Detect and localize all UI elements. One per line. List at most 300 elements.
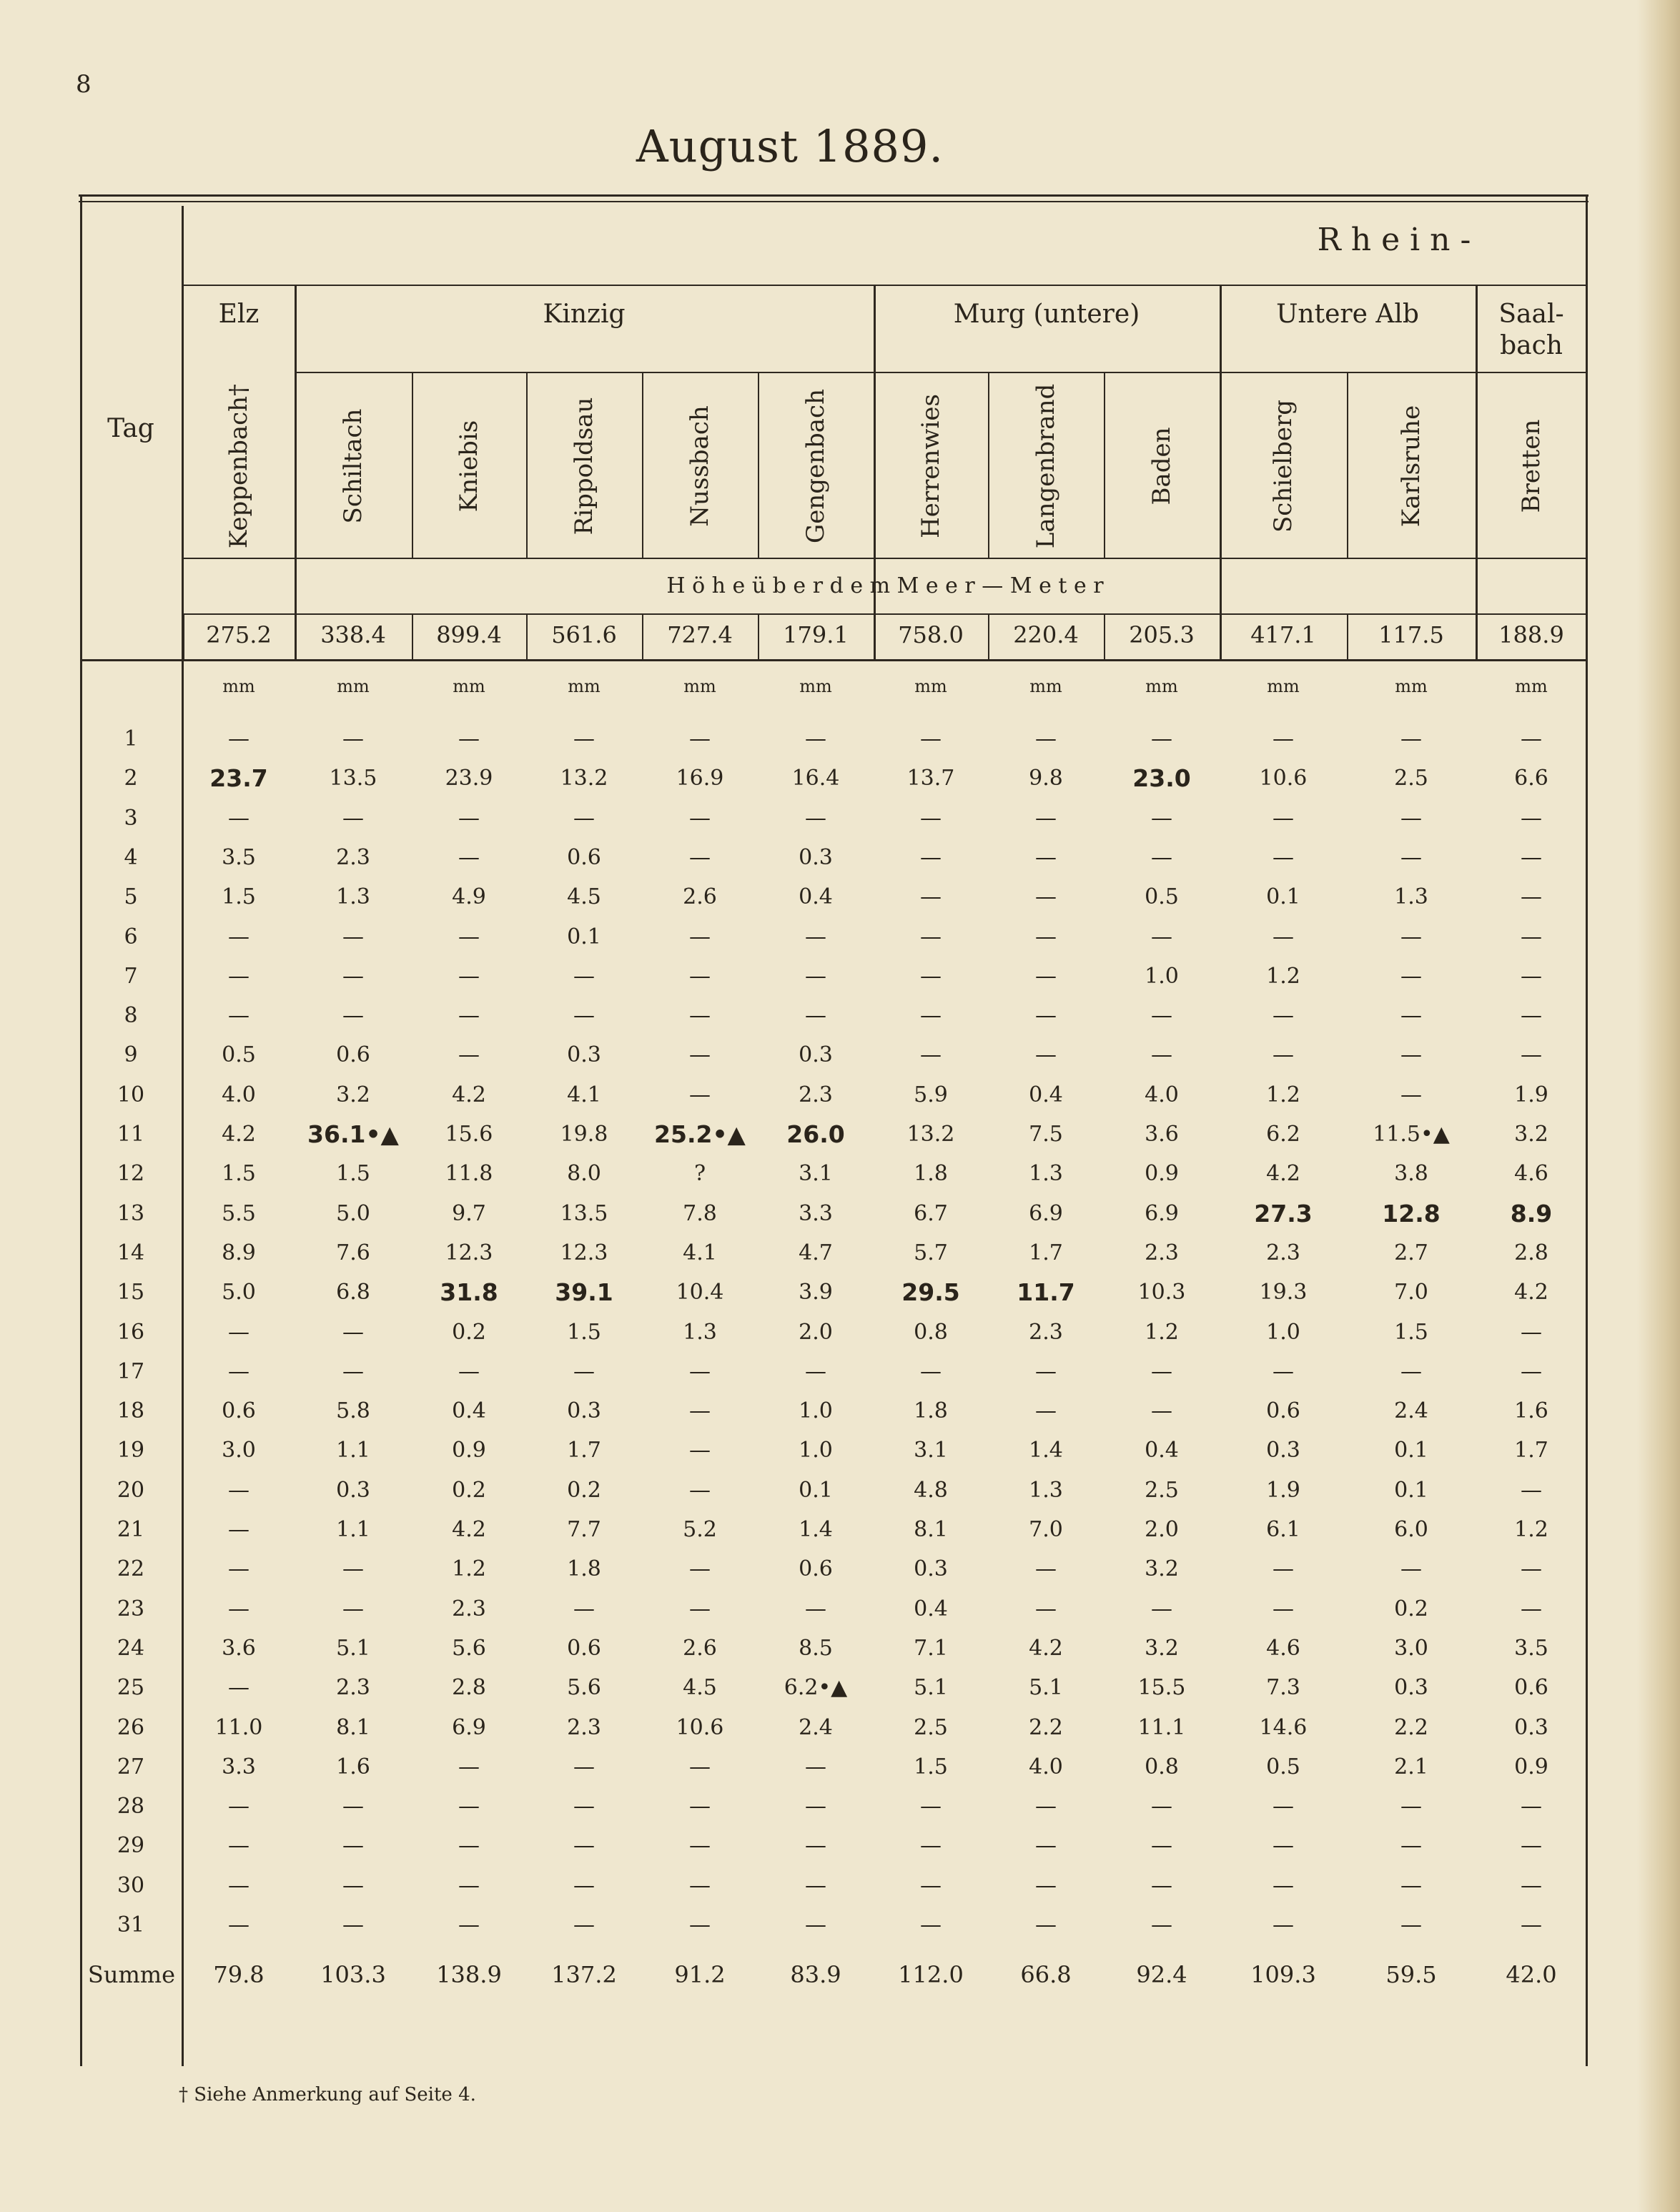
rainfall-cell: — [573,1754,595,1779]
elevation-caption: H ö h e ü b e r d e m M e e r — M e t e r [666,573,1104,598]
rainfall-cell: 1.0 [1145,963,1179,989]
day-number: 27 [117,1754,145,1779]
river-header: Elz [218,300,260,329]
unit-label: mm [337,676,370,696]
rainfall-cell: 2.3 [799,1082,833,1107]
rainfall-cell: — [228,726,249,751]
rainfall-cell: — [689,726,711,751]
rainfall-cell: — [1151,805,1172,831]
table-rule-h [183,558,1586,559]
rainfall-cell: — [1151,1833,1172,1859]
rainfall-cell: — [1521,1358,1542,1384]
rainfall-cell: 0.2 [1394,1596,1428,1621]
rainfall-cell: — [1035,805,1057,831]
rainfall-cell: 4.2 [1514,1280,1548,1305]
table-rule-v [1104,372,1105,558]
rainfall-cell: — [1400,726,1422,751]
rainfall-cell: — [458,924,480,949]
rainfall-cell: 0.3 [1514,1714,1548,1740]
table-rule-v [412,372,413,558]
rainfall-cell: 1.2 [1266,963,1300,989]
rainfall-cell: — [228,1794,249,1820]
rainfall-cell: 0.6 [799,1556,833,1582]
rainfall-cell: 16.9 [676,766,724,791]
rainfall-cell: 1.9 [1266,1477,1300,1503]
rainfall-cell: 2.4 [799,1714,833,1740]
rainfall-cell: 9.7 [452,1200,486,1226]
rainfall-cell: — [920,1042,942,1068]
rainfall-cell: 1.8 [567,1556,601,1582]
rainfall-cell: 6.9 [452,1714,486,1740]
rainfall-cell: 6.2 [1266,1122,1300,1147]
rainfall-cell: — [1521,1872,1542,1898]
rainfall-cell: — [458,1358,480,1384]
day-number: 9 [124,1042,138,1068]
rainfall-cell: 1.5 [1394,1319,1428,1345]
rainfall-cell: 1.2 [1266,1082,1300,1107]
rainfall-cell: 7.5 [1029,1122,1063,1147]
rainfall-cell: 6.6 [1514,766,1548,791]
tag-header: Tag [107,414,154,443]
rainfall-cell: 2.3 [567,1714,601,1740]
sum-value: 79.8 [213,1961,265,1988]
rainfall-cell: 1.5 [914,1754,948,1779]
rainfall-cell: — [1151,1794,1172,1820]
rainfall-cell: 5.1 [914,1675,948,1701]
rainfall-cell: 2.5 [1394,766,1428,791]
rainfall-cell: 2.7 [1394,1240,1428,1265]
rainfall-cell: 11.0 [214,1714,263,1740]
rainfall-cell: 0.6 [1266,1398,1300,1424]
rainfall-cell: 3.2 [1145,1556,1179,1582]
rainfall-cell: 4.0 [1145,1082,1179,1107]
elevation-value: 117.5 [1378,621,1444,648]
rainfall-cell: 11.8 [445,1161,493,1187]
rainfall-cell: 13.5 [560,1200,608,1226]
rainfall-cell: — [1273,726,1294,751]
rainfall-cell: — [1035,1003,1057,1029]
day-number: 2 [124,766,138,791]
rainfall-cell: 1.5 [567,1319,601,1345]
rainfall-cell: 0.1 [1394,1477,1428,1503]
rainfall-cell: — [228,1872,249,1898]
rainfall-cell: 4.7 [799,1240,833,1265]
rainfall-cell: — [1400,1794,1422,1820]
river-header: Kinzig [543,300,626,329]
rainfall-cell: — [1400,844,1422,870]
rainfall-cell: 0.3 [567,1398,601,1424]
rainfall-cell: 5.6 [567,1675,601,1701]
rainfall-cell: 4.0 [1029,1754,1063,1779]
station-name: Kniebis [455,420,483,513]
rainfall-cell: 13.5 [329,766,377,791]
rainfall-cell: — [228,1912,249,1937]
rainfall-cell: 2.3 [452,1596,486,1621]
rainfall-cell: — [1400,1358,1422,1384]
rainfall-cell: — [1273,1358,1294,1384]
rainfall-cell: — [1151,1596,1172,1621]
rainfall-cell: — [1035,1042,1057,1068]
table-rule-v [988,372,989,558]
rainfall-cell: — [1400,1912,1422,1937]
rainfall-cell: — [458,1912,480,1937]
rainfall-cell: 8.5 [799,1635,833,1661]
rainfall-cell: — [1400,1833,1422,1859]
unit-label: mm [568,676,601,696]
rainfall-cell: — [1035,884,1057,910]
rainfall-cell: — [1151,1398,1172,1424]
rainfall-cell: 0.6 [567,844,601,870]
station-name: Gengenbach [801,389,830,543]
rainfall-cell: — [228,1003,249,1029]
rainfall-cell: 23.7 [209,764,268,793]
rainfall-cell: 1.1 [336,1438,370,1463]
rainfall-cell: 1.3 [1029,1477,1063,1503]
rainfall-cell: 7.0 [1029,1517,1063,1542]
rainfall-cell: 0.1 [567,924,601,949]
rainfall-cell: — [573,1358,595,1384]
rainfall-cell: 12.8 [1382,1199,1441,1228]
table-rule-h [295,372,1586,373]
rainfall-cell: 0.3 [1394,1675,1428,1701]
rainfall-cell: 1.0 [799,1398,833,1424]
rainfall-cell: — [1521,1556,1542,1582]
rainfall-cell: — [689,1358,711,1384]
rainfall-cell: — [1521,884,1542,910]
unit-label: mm [799,676,832,696]
rainfall-cell: 0.6 [1514,1675,1548,1701]
table-rule-h [80,659,1586,661]
rainfall-cell: — [1151,726,1172,751]
rainfall-cell: 5.1 [1029,1675,1063,1701]
rainfall-cell: 1.6 [336,1754,370,1779]
rainfall-cell: 36.1•▲ [307,1120,399,1148]
rainfall-cell: 5.5 [222,1200,256,1226]
sum-value: 112.0 [898,1961,964,1988]
rainfall-cell: — [228,805,249,831]
rainfall-cell: — [1273,1912,1294,1937]
rainfall-cell: — [458,726,480,751]
sum-value: 59.5 [1385,1961,1437,1988]
rainfall-cell: 15.5 [1137,1675,1186,1701]
table-rule-h [183,285,1586,286]
rainfall-cell: — [920,963,942,989]
rainfall-cell: — [1273,924,1294,949]
rainfall-cell: — [1400,963,1422,989]
rainfall-cell: — [1151,1042,1172,1068]
rainfall-cell: 0.2 [452,1477,486,1503]
rainfall-cell: — [1273,1833,1294,1859]
rainfall-cell: 2.3 [1266,1240,1300,1265]
rainfall-cell: 2.4 [1394,1398,1428,1424]
rainfall-cell: — [920,1794,942,1820]
rainfall-cell: 0.5 [1266,1754,1300,1779]
elevation-value: 561.6 [551,621,617,648]
rainfall-cell: 11.5•▲ [1373,1122,1450,1147]
rainfall-cell: 2.5 [1145,1477,1179,1503]
rainfall-cell: — [805,1794,826,1820]
rainfall-cell: — [342,1794,364,1820]
rainfall-cell: — [1521,1794,1542,1820]
rainfall-cell: — [1035,726,1057,751]
table-rule-v [1347,372,1348,558]
day-number: 16 [117,1319,145,1345]
table-rule-h [183,613,1586,615]
rainfall-cell: 39.1 [555,1278,613,1307]
rainfall-cell: 2.1 [1394,1754,1428,1779]
rainfall-cell: 8.1 [336,1714,370,1740]
rainfall-cell: — [228,1833,249,1859]
rainfall-cell: — [920,726,942,751]
rainfall-cell: — [342,1003,364,1029]
footnote: † Siehe Anmerkung auf Seite 4. [179,2084,476,2105]
rainfall-cell: — [1035,844,1057,870]
rainfall-cell: 4.5 [683,1675,717,1701]
rainfall-cell: — [458,963,480,989]
rainfall-cell: 2.8 [1514,1240,1548,1265]
rainfall-cell: — [1400,1872,1422,1898]
rainfall-cell: — [920,1872,942,1898]
rainfall-cell: — [458,1042,480,1068]
rainfall-cell: 26.0 [786,1120,845,1148]
elevation-value: 205.3 [1129,621,1195,648]
sum-value: 137.2 [551,1961,617,1988]
rainfall-cell: 14.6 [1259,1714,1308,1740]
rainfall-cell: — [342,1912,364,1937]
rainfall-cell: 1.2 [1145,1319,1179,1345]
day-number: 14 [117,1240,145,1265]
day-number: 22 [117,1556,145,1582]
unit-label: mm [1395,676,1428,696]
rainfall-cell: 0.3 [567,1042,601,1068]
rainfall-cell: 5.1 [336,1635,370,1661]
rainfall-cell: 3.6 [222,1635,256,1661]
rainfall-cell: 4.2 [1266,1161,1300,1187]
rainfall-cell: — [1400,805,1422,831]
rainfall-cell: 15.6 [445,1122,493,1147]
sum-value: 103.3 [320,1961,386,1988]
rainfall-cell: — [1521,1319,1542,1345]
day-number: 10 [117,1082,145,1107]
rainfall-cell: 12.3 [445,1240,493,1265]
rainfall-cell: 5.7 [914,1240,948,1265]
rainfall-cell: — [1273,1042,1294,1068]
rainfall-cell: 3.6 [1145,1122,1179,1147]
rainfall-cell: — [342,1319,364,1345]
rainfall-cell: 1.1 [336,1517,370,1542]
rainfall-cell: — [573,805,595,831]
rainfall-cell: 9.8 [1029,766,1063,791]
day-number: 3 [124,805,138,831]
rainfall-cell: — [228,1675,249,1701]
rainfall-cell: 31.8 [440,1278,498,1307]
rainfall-cell: — [1273,844,1294,870]
rainfall-cell: — [1273,1794,1294,1820]
rainfall-cell: — [1035,1794,1057,1820]
rainfall-cell: — [689,1082,711,1107]
rainfall-cell: 4.1 [683,1240,717,1265]
rainfall-cell: 1.4 [799,1517,833,1542]
unit-label: mm [222,676,255,696]
rainfall-cell: — [1035,1556,1057,1582]
rainfall-cell: 27.3 [1254,1199,1313,1228]
rainfall-cell: 2.2 [1029,1714,1063,1740]
rainfall-cell: 3.5 [222,844,256,870]
rainfall-cell: — [689,1556,711,1582]
rainfall-cell: — [1273,1003,1294,1029]
day-number: 5 [124,884,138,910]
page-title: August 1889. [636,120,944,172]
rainfall-cell: — [1035,1833,1057,1859]
station-name: Nussbach [686,405,714,527]
sum-value: 138.9 [436,1961,502,1988]
rainfall-cell: 1.7 [567,1438,601,1463]
rainfall-cell: 1.3 [1394,884,1428,910]
rainfall-cell: — [342,1596,364,1621]
rainfall-cell: 2.8 [452,1675,486,1701]
elevation-value: 727.4 [667,621,733,648]
rainfall-cell: 2.0 [799,1319,833,1345]
rainfall-cell: — [1521,1912,1542,1937]
rainfall-cell: — [458,805,480,831]
rainfall-cell: — [1521,1042,1542,1068]
rainfall-cell: 11.1 [1137,1714,1186,1740]
rainfall-cell: 2.5 [914,1714,948,1740]
rainfall-cell: — [458,1833,480,1859]
rainfall-cell: — [689,1833,711,1859]
rainfall-cell: 29.5 [901,1278,960,1307]
rainfall-cell: — [458,1754,480,1779]
rainfall-cell: — [228,1517,249,1542]
rainfall-cell: 7.0 [1394,1280,1428,1305]
rainfall-cell: — [458,844,480,870]
rainfall-cell: — [1273,1872,1294,1898]
rainfall-cell: 10.4 [676,1280,724,1305]
sum-value: 92.4 [1136,1961,1187,1988]
rainfall-cell: — [228,1319,249,1345]
rainfall-cell: — [805,963,826,989]
rainfall-cell: 25.2•▲ [654,1120,746,1148]
rainfall-cell: 16.4 [791,766,840,791]
rainfall-cell: 0.8 [914,1319,948,1345]
rainfall-cell: 3.8 [1394,1161,1428,1187]
elevation-value: 758.0 [898,621,964,648]
sum-label: Summe [87,1961,176,1988]
rainfall-cell: — [689,1003,711,1029]
rainfall-cell: — [1521,1003,1542,1029]
unit-label: mm [683,676,716,696]
rainfall-cell: 3.3 [222,1754,256,1779]
rainfall-cell: — [573,726,595,751]
rainfall-cell: — [1400,924,1422,949]
rainfall-cell: 0.1 [799,1477,833,1503]
table-rule-h [79,201,1588,202]
rainfall-cell: 6.8 [336,1280,370,1305]
rainfall-cell: — [1151,924,1172,949]
rainfall-cell: — [342,1358,364,1384]
elevation-value: 338.4 [320,621,386,648]
rainfall-cell: — [342,805,364,831]
elevation-value: 275.2 [206,621,272,648]
river-header: Untere Alb [1276,300,1419,329]
rainfall-cell: — [1521,1833,1542,1859]
rainfall-cell: 8.9 [1510,1199,1553,1228]
table-rule-v [642,372,643,558]
rainfall-cell: 0.3 [914,1556,948,1582]
rainfall-cell: 13.2 [560,766,608,791]
rainfall-cell: — [1521,726,1542,751]
rainfall-cell: — [228,963,249,989]
day-number: 28 [117,1794,145,1820]
station-name: Karlsruhe [1397,405,1425,528]
rainfall-cell: 1.3 [336,884,370,910]
rainfall-cell: — [1400,1556,1422,1582]
rainfall-cell: — [920,924,942,949]
rainfall-cell: — [805,1358,826,1384]
rainfall-cell: — [805,1596,826,1621]
rainfall-cell: — [689,1042,711,1068]
rainfall-cell: — [1035,1398,1057,1424]
rainfall-cell: 1.2 [452,1556,486,1582]
rainfall-cell: 0.4 [452,1398,486,1424]
sum-value: 66.8 [1020,1961,1072,1988]
rainfall-cell: — [689,963,711,989]
rainfall-cell: — [573,1872,595,1898]
rainfall-cell: — [920,1003,942,1029]
rainfall-cell: 6.2•▲ [784,1675,848,1701]
rainfall-cell: 3.0 [222,1438,256,1463]
rainfall-cell: 0.5 [222,1042,256,1068]
unit-label: mm [914,676,947,696]
rainfall-cell: — [1151,844,1172,870]
rainfall-cell: — [689,924,711,949]
day-number: 26 [117,1714,145,1740]
rainfall-cell: — [573,1912,595,1937]
rainfall-cell: — [228,1556,249,1582]
rainfall-cell: 4.2 [222,1122,256,1147]
rainfall-cell: — [1273,1596,1294,1621]
rainfall-cell: — [689,805,711,831]
day-number: 11 [117,1122,145,1147]
rainfall-cell: 3.9 [799,1280,833,1305]
rainfall-cell: — [1035,924,1057,949]
rainfall-cell: 0.1 [1266,884,1300,910]
rainfall-cell: — [1035,963,1057,989]
rainfall-cell: 10.6 [676,1714,724,1740]
rainfall-cell: 0.3 [1266,1438,1300,1463]
rainfall-cell: — [1035,1596,1057,1621]
rainfall-cell: 7.7 [567,1517,601,1542]
rainfall-cell: 5.8 [336,1398,370,1424]
rainfall-cell: — [1035,1358,1057,1384]
rainfall-table [79,193,1588,2073]
river-header: Saal- bach [1498,300,1564,360]
rainfall-cell: 0.5 [1145,884,1179,910]
rainfall-cell: — [1521,1596,1542,1621]
rainfall-cell: 0.4 [1145,1438,1179,1463]
table-rule-v [758,372,759,558]
rainfall-cell: 1.5 [336,1161,370,1187]
rainfall-cell: — [805,1754,826,1779]
rainfall-cell: — [805,1912,826,1937]
day-number: 15 [117,1280,145,1305]
rainfall-cell: 6.7 [914,1200,948,1226]
unit-label: mm [1515,676,1548,696]
rainfall-cell: 2.6 [683,1635,717,1661]
table-rule-v [526,372,528,558]
rainfall-cell: 1.2 [1514,1517,1548,1542]
unit-label: mm [453,676,485,696]
